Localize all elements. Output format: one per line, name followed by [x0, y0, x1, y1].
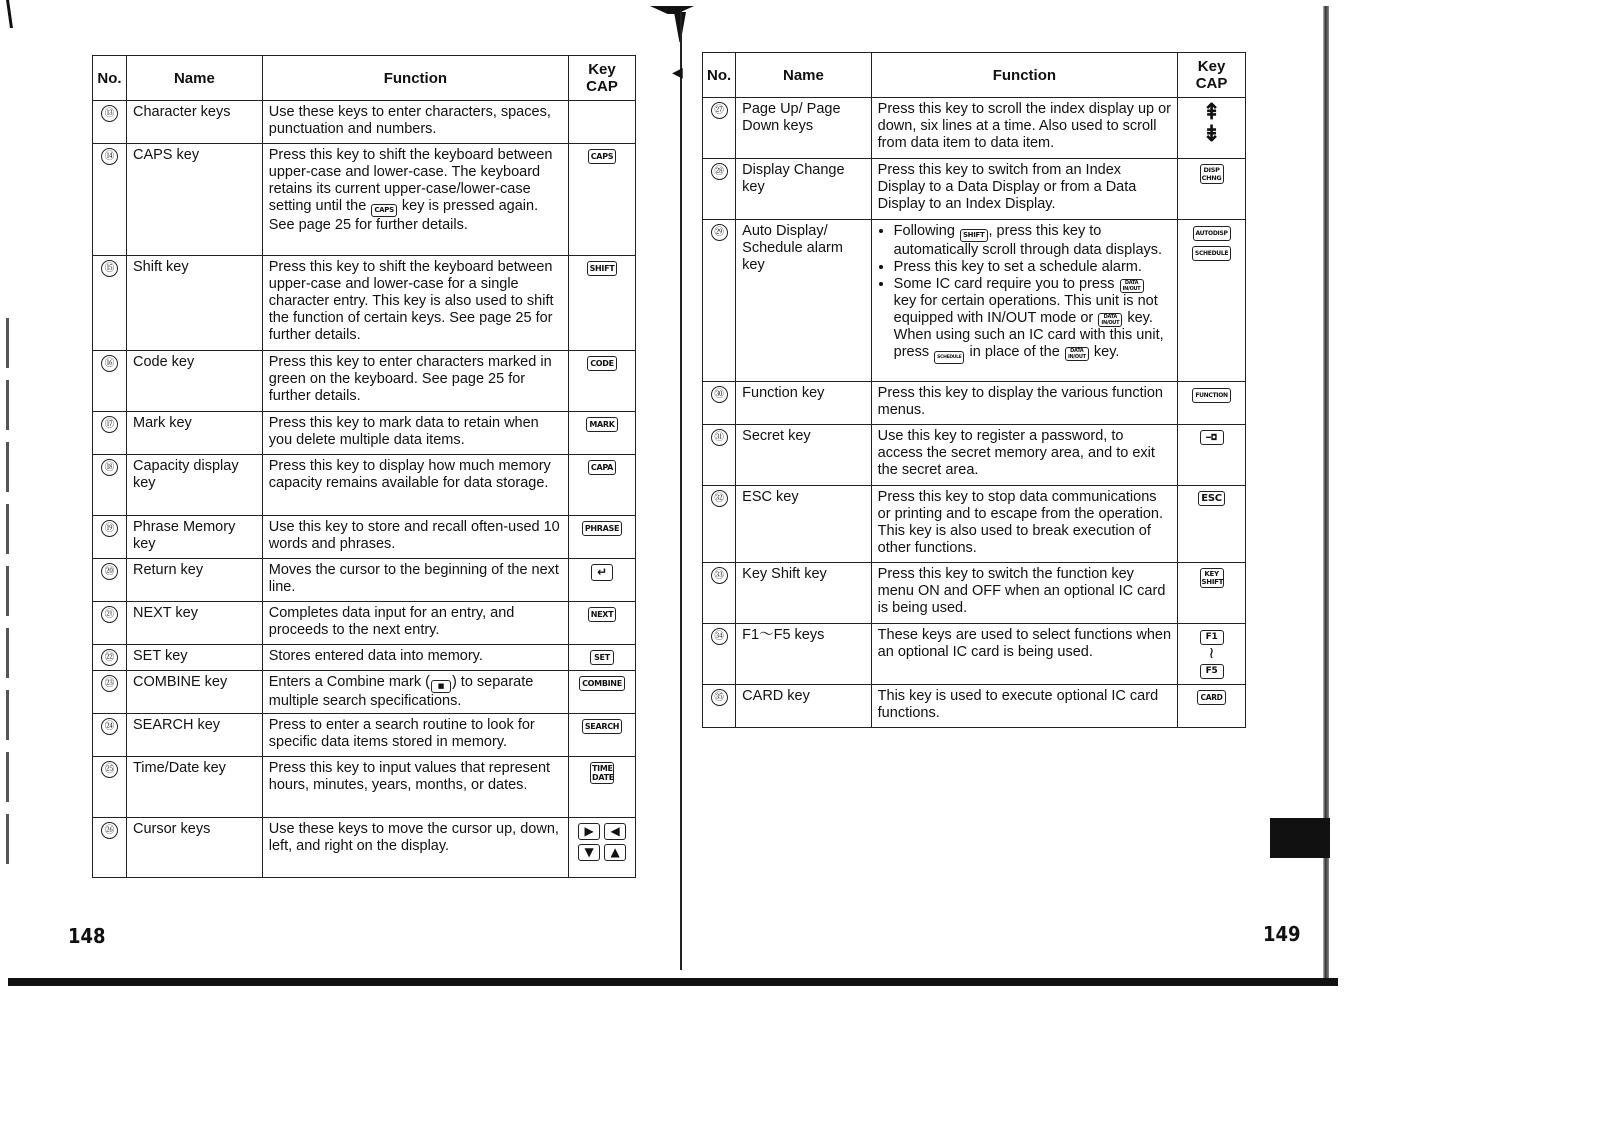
key-function: Use this key to store and recall often-used 10 words and phrases.: [262, 516, 568, 559]
search-key-icon: SEARCH: [582, 719, 622, 734]
shift-key-icon: SHIFT: [587, 261, 618, 276]
table-row: [93, 602, 636, 645]
key-function: Use this key to register a password, to access the secret memory area, and to exit the secret area.: [871, 425, 1177, 486]
key-name: CARD key: [736, 685, 871, 728]
cursor-down-icon: ▼: [578, 844, 600, 861]
row-number: ㉘: [711, 163, 728, 180]
key-function: Stores entered data into memory.: [262, 645, 568, 671]
table-row: [93, 101, 636, 144]
table-row: [703, 425, 1246, 486]
key-function: Press this key to switch from an Index Display to a Data Display or from a Data Display to an Index Display.: [871, 159, 1177, 220]
next-key-icon: NEXT: [588, 607, 617, 622]
page-up-icon: ⇞: [1202, 99, 1221, 124]
display-change-key-icon: DISP CHNG: [1200, 164, 1224, 184]
function-text: in place of the: [969, 344, 1060, 360]
key-function: Press this key to stop data communications or printing and to escape from the operation. This key is also used to break execution of other functions.: [871, 486, 1177, 563]
row-number: ㉝: [711, 567, 728, 584]
row-number: ⑮: [101, 260, 118, 277]
key-name: Return key: [126, 559, 262, 602]
table-header-row: [93, 56, 636, 101]
key-name: Display Change key: [736, 159, 871, 220]
table-row: [703, 220, 1246, 382]
table-row: [703, 382, 1246, 425]
data-inout-inline-key-icon: DATA IN/OUT: [1065, 347, 1089, 361]
key-name: Shift key: [126, 256, 262, 351]
schedule-key-icon: SCHEDULE: [1192, 246, 1231, 261]
table-row: [93, 559, 636, 602]
combine-mark-icon: ■: [431, 680, 451, 693]
f1-key-icon: F1: [1200, 630, 1224, 645]
secret-key-icon: ━◘: [1200, 430, 1224, 445]
key-function: Press this key to mark data to retain when you delete multiple data items.: [262, 412, 568, 455]
key-function: These keys are used to select functions when an optional IC card is being used.: [871, 624, 1177, 685]
key-name: Capacity display key: [126, 455, 262, 516]
col-header-no: No.: [93, 56, 127, 101]
table-row: [703, 563, 1246, 624]
table-row: [703, 98, 1246, 159]
table-header-row: [703, 53, 1246, 98]
key-function: Press this key to scroll the index display up or down, six lines at a time. Also used to scroll from data item to data item.: [871, 98, 1177, 159]
function-text: key.: [1093, 344, 1120, 360]
key-function: Moves the cursor to the beginning of the next line.: [262, 559, 568, 602]
key-name: Key Shift key: [736, 563, 871, 624]
table-row: [703, 624, 1246, 685]
row-number: ⑳: [101, 563, 118, 580]
key-function: [871, 220, 1177, 382]
row-number: ㉚: [711, 386, 728, 403]
key-name: Page Up/ Page Down keys: [736, 98, 871, 159]
function-text: Following: [893, 223, 955, 239]
key-function: Press this key to switch the function key menu ON and OFF when an optional IC card is being used.: [871, 563, 1177, 624]
code-key-icon: CODE: [587, 356, 617, 371]
row-number: ㉒: [101, 649, 118, 666]
row-number: ⑬: [101, 105, 118, 122]
key-name: NEXT key: [126, 602, 262, 645]
function-key-icon: FUNCTION: [1192, 388, 1230, 403]
row-number: ㉛: [711, 429, 728, 446]
margin-marks: [6, 318, 9, 868]
binding-mark: [650, 6, 694, 14]
right-key-table: [702, 52, 1246, 728]
col-header-name: Name: [126, 56, 262, 101]
table-row: [93, 645, 636, 671]
caps-inline-key-icon: CAPS: [371, 204, 397, 217]
row-number: ㉓: [101, 675, 118, 692]
function-text: ) to separate multiple search specifications.: [268, 674, 534, 709]
table-row: [93, 144, 636, 256]
row-number: ㉞: [711, 628, 728, 645]
function-text: Enters a Combine mark (: [268, 674, 430, 690]
key-name: CAPS key: [126, 144, 262, 256]
list-item: [894, 276, 1171, 364]
key-name: Phrase Memory key: [126, 516, 262, 559]
key-function: This key is used to execute optional IC card functions.: [871, 685, 1177, 728]
page-number-left: 148: [68, 924, 106, 948]
row-number: ⑲: [101, 520, 118, 537]
autodisp-key-icon: AUTODISP: [1193, 226, 1231, 241]
row-number: ㉗: [711, 102, 728, 119]
row-number: ㉑: [101, 606, 118, 623]
page-corner-mark: [6, 0, 13, 28]
page-down-icon: ⇟: [1202, 121, 1221, 146]
row-number: ⑯: [101, 355, 118, 372]
page-number-right: 149: [1263, 922, 1301, 946]
key-name: COMBINE key: [126, 671, 262, 714]
col-header-keycap: Key CAP: [568, 56, 635, 101]
function-text: Some IC card require you to press: [893, 276, 1115, 292]
table-row: [93, 818, 636, 878]
table-row: [93, 671, 636, 714]
key-name: Code key: [126, 351, 262, 412]
list-item: • Press this key to set a schedule alarm.: [894, 259, 1171, 276]
esc-key-icon: ESC: [1198, 491, 1224, 506]
table-row: [93, 412, 636, 455]
key-name: Secret key: [736, 425, 871, 486]
key-function: Press this key to enter characters marked in green on the keyboard. See page 25 for further details.: [262, 351, 568, 412]
list-item: [894, 223, 1171, 259]
table-row: [93, 455, 636, 516]
row-number: ㉙: [711, 224, 728, 241]
key-name: Mark key: [126, 412, 262, 455]
cursor-left-icon: ◀: [604, 823, 626, 840]
key-function: Use these keys to move the cursor up, down, left, and right on the display.: [262, 818, 568, 878]
row-number: ㉖: [101, 822, 118, 839]
left-key-table: [92, 55, 636, 878]
function-text: key. When using such an IC card with this unit, press: [893, 310, 1164, 360]
col-header-function: Function: [262, 56, 568, 101]
table-row: [703, 159, 1246, 220]
key-name: ESC key: [736, 486, 871, 563]
key-function: Press this key to display the various function menus.: [871, 382, 1177, 425]
phrase-key-icon: PHRASE: [582, 521, 622, 536]
key-name: Character keys: [126, 101, 262, 144]
data-inout-inline-key-icon: DATA IN/OUT: [1098, 313, 1122, 327]
shift-inline-key-icon: SHIFT: [960, 229, 988, 242]
function-text: key for certain operations. This unit is not equipped with IN/OUT mode or: [893, 293, 1158, 326]
function-bullet-list: [878, 223, 1171, 364]
row-number: ㉔: [101, 718, 118, 735]
row-number: ⑭: [101, 148, 118, 165]
cursor-right-icon: ▶: [578, 823, 600, 840]
key-function: Press this key to input values that represent hours, minutes, years, months, or dates.: [262, 757, 568, 818]
table-row: [93, 714, 636, 757]
caps-key-icon: CAPS: [588, 149, 617, 164]
data-inout-inline-key-icon: DATA IN/OUT: [1120, 279, 1144, 293]
return-key-icon: ↵: [591, 564, 613, 581]
row-number: ㉜: [711, 490, 728, 507]
table-row: [93, 757, 636, 818]
page-gutter: [680, 10, 682, 970]
function-text: key is pressed again. See page 25 for further details.: [268, 198, 539, 233]
col-header-keycap: Key CAP: [1178, 53, 1246, 98]
key-function: [262, 671, 568, 714]
f5-key-icon: F5: [1200, 664, 1224, 679]
key-function: Use these keys to enter characters, spaces, punctuation and numbers.: [262, 101, 568, 144]
key-name: SEARCH key: [126, 714, 262, 757]
key-function: [262, 144, 568, 256]
key-function: Press to enter a search routine to look for specific data items stored in memory.: [262, 714, 568, 757]
key-function: Press this key to shift the keyboard between upper-case and lower-case for a single character entry. This key is also used to shift the function of certain keys. See page 25 for further details.: [262, 256, 568, 351]
table-row: [93, 516, 636, 559]
table-row: [703, 685, 1246, 728]
bottom-scan-edge: [8, 978, 1338, 986]
thumb-index-tab: [1270, 818, 1330, 858]
capacity-key-icon: CAPA: [588, 460, 616, 475]
key-name: F1～F5 keys: [736, 624, 871, 685]
key-function: Completes data input for an entry, and proceeds to the next entry.: [262, 602, 568, 645]
row-number: ㉕: [101, 761, 118, 778]
cursor-up-icon: ▲: [604, 844, 626, 861]
combine-key-icon: COMBINE: [579, 676, 625, 691]
time-date-key-icon: TIME DATE: [591, 764, 614, 782]
key-function: Press this key to display how much memory capacity remains available for data storage.: [262, 455, 568, 516]
row-number: ⑰: [101, 416, 118, 433]
key-name: Time/Date key: [126, 757, 262, 818]
col-header-name: Name: [736, 53, 871, 98]
range-tilde-icon: ≀: [1208, 645, 1215, 662]
key-name: SET key: [126, 645, 262, 671]
page-marker-icon: ◀: [672, 64, 683, 80]
set-key-icon: SET: [590, 650, 614, 665]
card-key-icon: CARD: [1197, 690, 1225, 705]
key-name: Auto Display/ Schedule alarm key: [736, 220, 871, 382]
table-row: [93, 351, 636, 412]
key-shift-key-icon: KEY SHIFT: [1201, 570, 1224, 586]
row-number: ⑱: [101, 459, 118, 476]
row-number: ㉟: [711, 689, 728, 706]
col-header-no: No.: [703, 53, 736, 98]
table-row: [93, 256, 636, 351]
mark-key-icon: MARK: [586, 417, 617, 432]
key-name: Function key: [736, 382, 871, 425]
key-name: Cursor keys: [126, 818, 262, 878]
col-header-function: Function: [871, 53, 1177, 98]
schedule-inline-key-icon: SCHEDULE: [934, 351, 964, 364]
table-row: [703, 486, 1246, 563]
function-text: , press this key to automatically scroll through data displays.: [893, 223, 1163, 258]
keycap-cell: [568, 101, 635, 144]
function-text: Press this key to shift the keyboard between upper-case and lower-case. The keyboard retains its current upper-case/lower-case setting until the: [268, 147, 553, 214]
